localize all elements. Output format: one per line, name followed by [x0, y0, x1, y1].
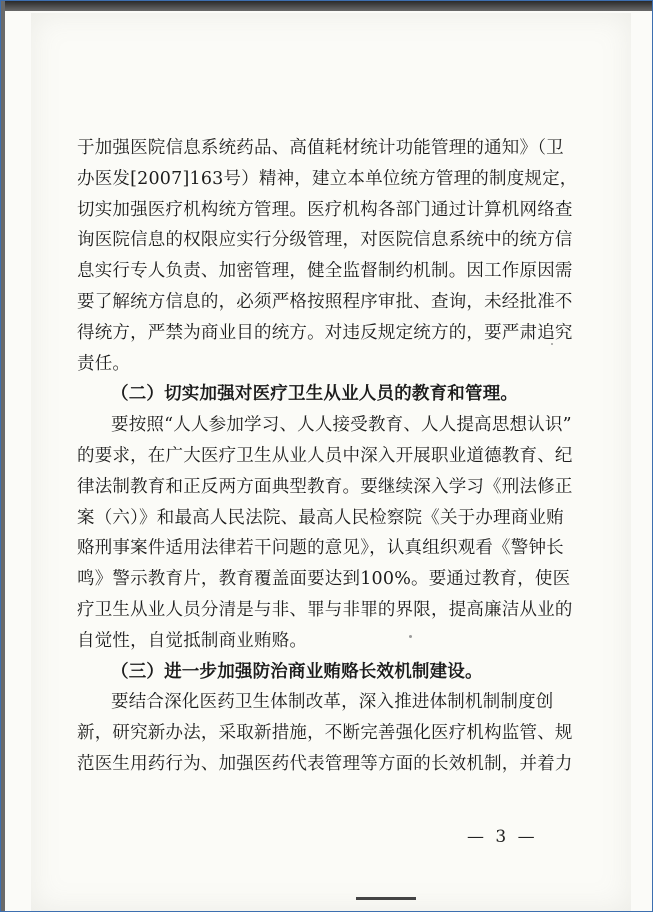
text-line: 律法制教育和正反两方面典型教育。要继续深入学习《刑法修正 — [77, 476, 573, 497]
text-line: 办医发[2007]163号）精神，建立本单位统方管理的制度规定， — [77, 168, 578, 189]
text-line: 要按照“人人参加学习、人人接受教育、人人提高思想认识” — [111, 415, 572, 436]
body-text — [77, 133, 577, 780]
text-line: 自觉性，自觉抵制商业贿赂。 — [77, 630, 308, 651]
text-line: 要结合深化医药卫生体制改革，深入推进体制机制制度创 — [111, 692, 554, 713]
text-line: 得统方，严禁为商业目的统方。对违反规定统方的，要严肃追究 — [77, 322, 573, 343]
scan-mark-bottom — [356, 897, 416, 900]
text-line: 疗卫生从业人员分清是与非、罪与非罪的界限，提高廉洁从业的 — [77, 599, 573, 620]
text-line: 赂刑事案件适用法律若干问题的意见》，认真组织观看《警钟长 — [77, 538, 564, 559]
text-line: 要了解统方信息的，必须严格按照程序审批、查询，未经批准不 — [77, 291, 573, 312]
section-heading: （二）切实加强对医疗卫生从业人员的教育和管理。 — [111, 384, 519, 405]
text-line: 于加强医院信息系统药品、高值耗材统计功能管理的通知》（卫 — [77, 138, 564, 158]
scan-border-left — [1, 1, 5, 912]
text-line: 新，研究新办法，采取新措施，不断完善强化医疗机构监管、规 — [77, 723, 573, 744]
section-heading: （三）进一步加强防治商业贿赂长效机制建设。 — [111, 661, 483, 682]
page-number: — 3 — — [467, 827, 538, 847]
text-line: 询医院信息的权限应实行分级管理，对医院信息系统中的统方信 — [77, 230, 573, 251]
text-line: 案（六）》和最高人民法院、最高人民检察院《关于办理商业贿 — [77, 507, 564, 528]
scan-border-top — [1, 1, 653, 11]
text-line: 切实加强医疗机构统方管理。医疗机构各部门通过计算机网络查 — [77, 199, 573, 220]
text-line: 的要求，在广大医疗卫生从业人员中深入开展职业道德教育、纪 — [77, 445, 573, 466]
text-line: 责任。 — [77, 353, 131, 374]
text-line: 息实行专人负责、加密管理，健全监督制约机制。因工作原因需 — [77, 261, 573, 282]
text-line: 鸣》警示教育片，教育覆盖面要达到100%。要通过教育，使医 — [77, 569, 571, 590]
text-line: 范医生用药行为、加强医药代表管理等方面的长效机制，并着力 — [77, 753, 573, 774]
